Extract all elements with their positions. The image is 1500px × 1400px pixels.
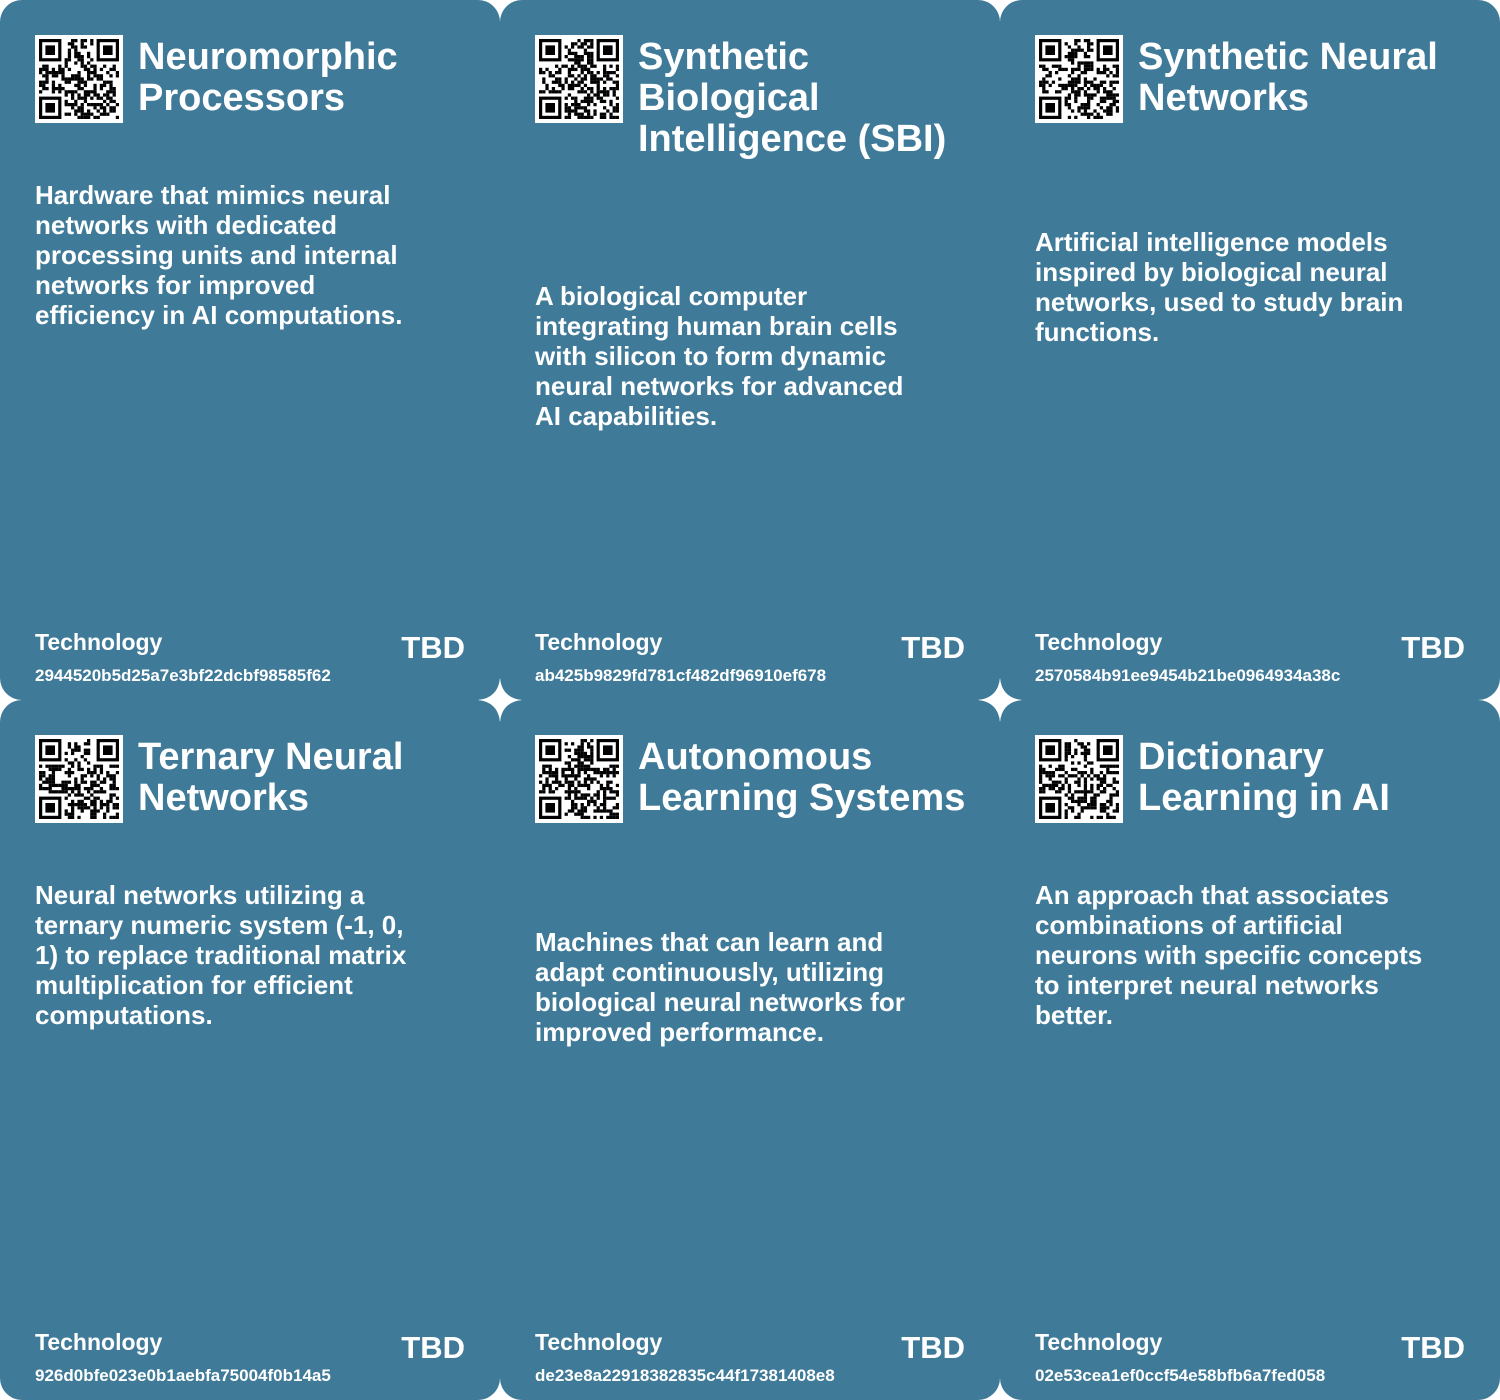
- card-hash: ab425b9829fd781cf482df96910ef678: [535, 666, 827, 685]
- card-hash: 2944520b5d25a7e3bf22dcbf98585f62: [35, 666, 331, 685]
- card-description: An approach that associates combinations of artificial neurons with specific concepts to interpret neural networks better.: [1035, 880, 1423, 1030]
- card-category: Technology: [535, 1329, 663, 1355]
- card-hash: de23e8a22918382835c44f17381408e8: [535, 1366, 835, 1385]
- card-autonomous-learning-systems[interactable]: [500, 700, 1000, 1400]
- card-title: Synthetic Neural Networks: [1138, 36, 1438, 119]
- card-category: Technology: [35, 629, 163, 655]
- qr-code-icon: [1035, 35, 1123, 123]
- card-status: TBD: [901, 1330, 965, 1365]
- card-dictionary-learning-in-ai[interactable]: [1000, 700, 1500, 1400]
- card-status: TBD: [1401, 630, 1465, 665]
- card-category: Technology: [1035, 629, 1163, 655]
- card-title: Dictionary Learning in AI: [1138, 736, 1390, 819]
- card-status: TBD: [401, 1330, 465, 1365]
- qr-code-icon: [35, 35, 123, 123]
- card-description: Neural networks utilizing a ternary numeric system (-1, 0, 1) to replace traditional matrix multiplication for efficient computations.: [35, 880, 407, 1030]
- card-category: Technology: [535, 629, 663, 655]
- card-status: TBD: [1401, 1330, 1465, 1365]
- card-hash: 926d0bfe023e0b1aebfa75004f0b14a5: [35, 1366, 331, 1385]
- qr-code-icon: [535, 735, 623, 823]
- card-status: TBD: [401, 630, 465, 665]
- card-hash: 02e53cea1ef0ccf54e58bfb6a7fed058: [1035, 1366, 1326, 1385]
- card-status: TBD: [901, 630, 965, 665]
- card-description: Hardware that mimics neural networks with dedicated processing units and internal networks for improved efficiency in AI computations.: [35, 180, 403, 330]
- card-category: Technology: [35, 1329, 163, 1355]
- qr-code-icon: [535, 35, 623, 123]
- qr-code-icon: [1035, 735, 1123, 823]
- qr-code-icon: [35, 735, 123, 823]
- card-ternary-neural-networks[interactable]: [0, 700, 500, 1400]
- card-category: Technology: [1035, 1329, 1163, 1355]
- card-synthetic-neural-networks[interactable]: [1000, 0, 1500, 700]
- card-description: Machines that can learn and adapt continuously, utilizing biological neural networks for improved performance.: [535, 927, 905, 1047]
- card-description: Artificial intelligence models inspired by biological neural networks, used to study brain functions.: [1035, 227, 1404, 347]
- card-synthetic-biological-intelligence[interactable]: [500, 0, 1000, 700]
- card-neuromorphic-processors[interactable]: [0, 0, 500, 700]
- card-title: Synthetic Biological Intelligence (SBI): [638, 36, 947, 160]
- card-hash: 2570584b91ee9454b21be0964934a38c: [1035, 666, 1341, 685]
- card-title: Ternary Neural Networks: [138, 736, 404, 819]
- card-description: A biological computer integrating human brain cells with silicon to form dynamic neural networks for advanced AI capabilities.: [535, 281, 904, 431]
- card-title: Autonomous Learning Systems: [638, 736, 966, 819]
- card-title: Neuromorphic Processors: [138, 36, 398, 119]
